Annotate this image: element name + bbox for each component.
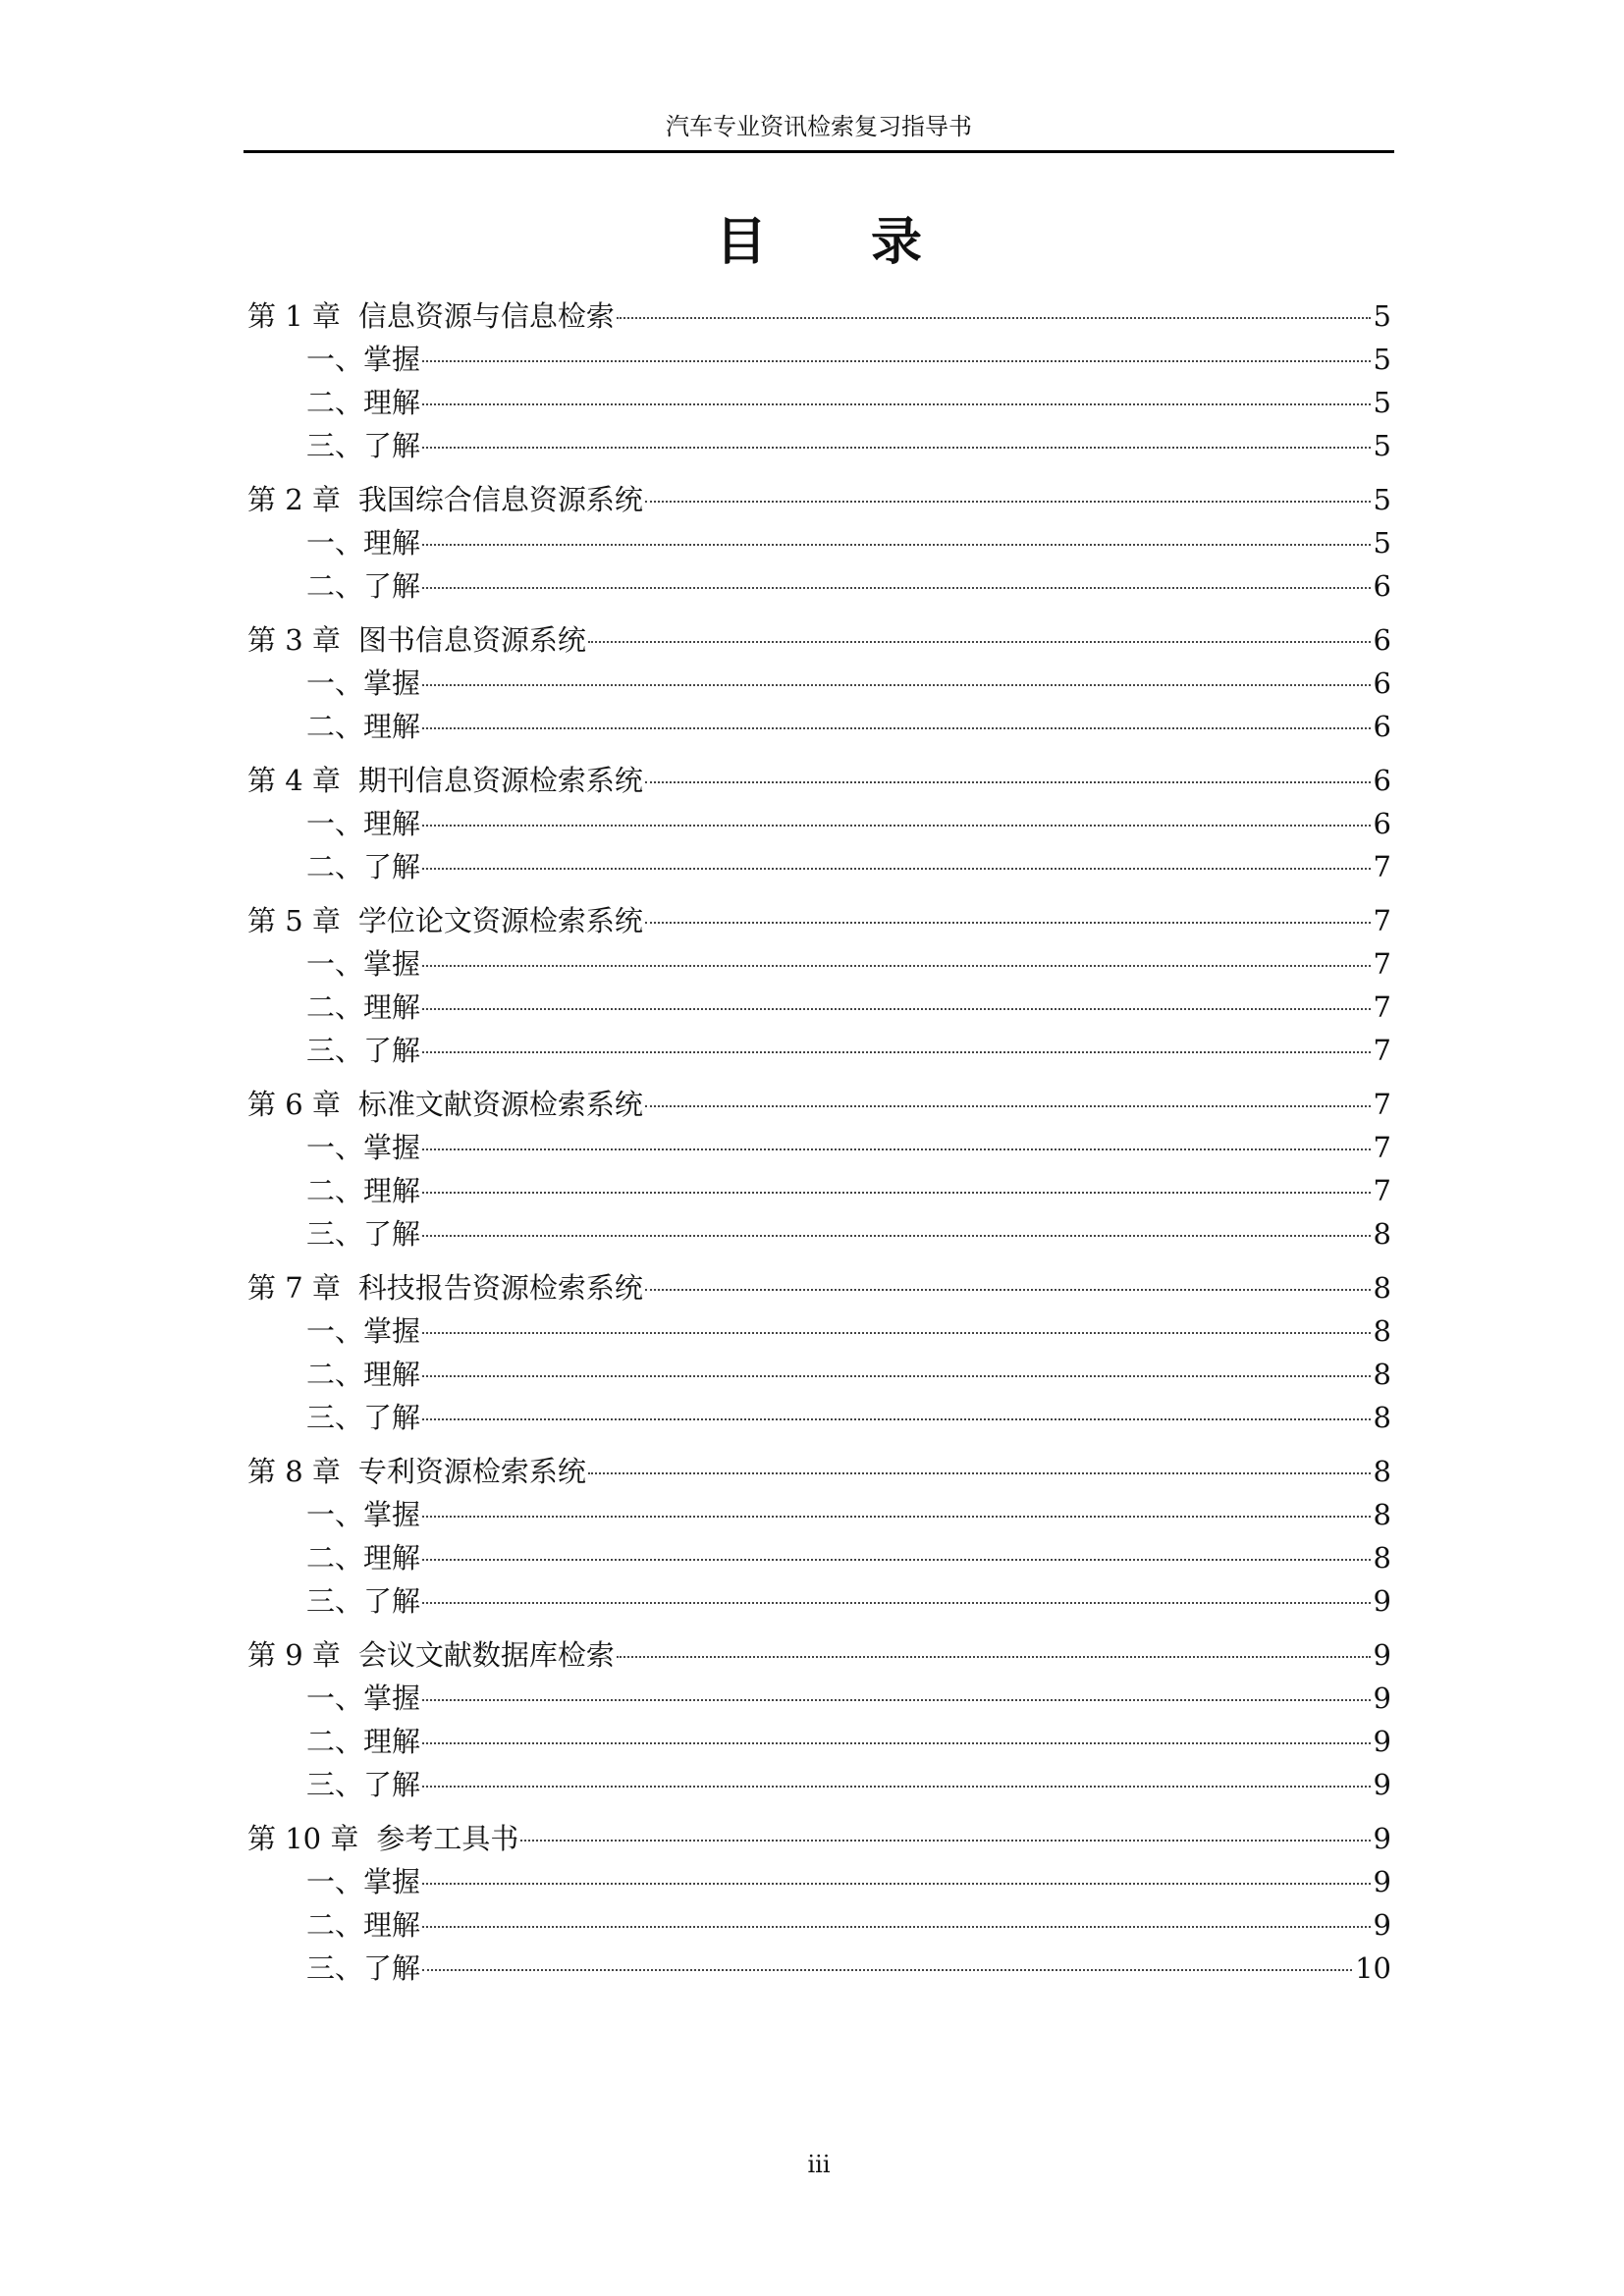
toc-chapter-entry[interactable] (247, 899, 1391, 942)
toc-entry-label (247, 1266, 643, 1309)
toc-section-entry[interactable] (247, 1396, 1391, 1439)
toc-page-number: 5 (1373, 429, 1391, 462)
toc-entry-label (306, 381, 420, 424)
toc-entry-title: 三、了解 (306, 1768, 421, 1801)
toc-entry-title: 二、理解 (306, 1725, 421, 1758)
dot-leader (422, 868, 1371, 870)
toc-page-number: 7 (1373, 1174, 1391, 1207)
toc-entry-title: 二、了解 (306, 850, 421, 883)
toc-list (247, 294, 1391, 1990)
toc-entry-title: 会议文献数据库检索 (357, 1638, 615, 1672)
toc-entry-label (247, 899, 643, 942)
dot-leader (645, 1105, 1371, 1107)
toc-entry-title: 二、理解 (306, 1908, 421, 1942)
toc-entry-title: 二、理解 (306, 1358, 421, 1391)
toc-entry-title: 我国综合信息资源系统 (357, 483, 643, 516)
toc-chapter-entry[interactable] (247, 1083, 1391, 1126)
dot-leader (645, 1289, 1371, 1291)
toc-entry-title: 一、掌握 (306, 1865, 421, 1898)
toc-chapter-entry[interactable] (247, 478, 1391, 521)
header-rule (244, 150, 1394, 153)
toc-section-entry[interactable] (247, 1860, 1391, 1903)
dot-leader (422, 1786, 1371, 1788)
toc-entry-title: 三、了解 (306, 1217, 421, 1251)
toc-page-number: 6 (1373, 667, 1391, 700)
toc-entry-title: 一、掌握 (306, 343, 421, 376)
toc-chapter-entry[interactable] (247, 759, 1391, 802)
toc-entry-label (306, 1720, 420, 1763)
toc-title-char: 录 (871, 212, 923, 272)
toc-entry-label (306, 1309, 420, 1353)
toc-entry-title: 二、了解 (306, 569, 421, 603)
toc-page-number: 7 (1373, 1034, 1391, 1067)
toc-section-entry[interactable] (247, 381, 1391, 424)
toc-entry-title: 一、掌握 (306, 667, 421, 700)
dot-leader (645, 922, 1371, 924)
toc-page-number: 8 (1373, 1401, 1391, 1434)
toc-entry-title: 三、了解 (306, 1401, 421, 1434)
toc-section-entry[interactable] (247, 1212, 1391, 1255)
toc-page-number: 5 (1373, 483, 1391, 516)
toc-entry-title: 学位论文资源检索系统 (357, 904, 643, 937)
toc-entry-title: 二、理解 (306, 710, 421, 743)
toc-entry-label (306, 1860, 420, 1903)
toc-chapter-entry[interactable] (247, 1633, 1391, 1677)
toc-page-number: 6 (1373, 623, 1391, 657)
dot-leader (645, 501, 1371, 503)
toc-page-number: 7 (1373, 850, 1391, 883)
toc-entry-label (306, 1169, 420, 1212)
toc-entry-title: 信息资源与信息检索 (357, 299, 615, 333)
toc-entry-label (306, 1126, 420, 1169)
dot-leader (617, 1656, 1371, 1658)
toc-page-number: 6 (1373, 764, 1391, 797)
toc-entry-title: 三、了解 (306, 1584, 421, 1618)
toc-entry-label (306, 1579, 420, 1623)
toc-entry-label (306, 942, 420, 986)
toc-section-entry[interactable] (247, 1353, 1391, 1396)
toc-entry-label (247, 1817, 518, 1860)
toc-entry-title: 参考工具书 (376, 1822, 519, 1855)
toc-page-number: 7 (1373, 947, 1391, 981)
toc-entry-title: 一、掌握 (306, 1498, 421, 1531)
toc-entry-label (247, 294, 615, 338)
dot-leader (422, 1148, 1371, 1150)
toc-entry-title: 二、理解 (306, 990, 421, 1024)
toc-entry-title: 一、掌握 (306, 1131, 421, 1164)
toc-page-number: 8 (1373, 1455, 1391, 1488)
dot-leader (422, 360, 1371, 362)
chapter-number: 第 2 章 (247, 483, 341, 516)
toc-section-entry[interactable] (247, 521, 1391, 564)
dot-leader (422, 1008, 1371, 1010)
chapter-number: 第 3 章 (247, 623, 341, 657)
toc-page-number: 9 (1373, 1638, 1391, 1672)
toc-entry-title: 三、了解 (306, 429, 421, 462)
toc-entry-label (306, 1353, 420, 1396)
dot-leader (422, 587, 1371, 589)
toc-page-number: 9 (1373, 1682, 1391, 1715)
toc-page-number: 8 (1373, 1314, 1391, 1348)
dot-leader (645, 781, 1371, 783)
chapter-number: 第 7 章 (247, 1271, 341, 1305)
toc-entry-title: 二、理解 (306, 1174, 421, 1207)
dot-leader (422, 1969, 1352, 1971)
toc-entry-title: 标准文献资源检索系统 (357, 1088, 643, 1121)
toc-section-entry[interactable] (247, 1126, 1391, 1169)
page-number: iii (807, 2151, 831, 2178)
chapter-number: 第 10 章 (247, 1822, 359, 1855)
toc-entry-title: 一、理解 (306, 807, 421, 840)
dot-leader (422, 1375, 1371, 1377)
dot-leader (422, 1883, 1371, 1885)
toc-entry-title: 一、理解 (306, 526, 421, 560)
toc-section-entry[interactable] (247, 338, 1391, 381)
toc-section-entry[interactable] (247, 1579, 1391, 1623)
toc-entry-label (247, 618, 586, 662)
toc-entry-title: 图书信息资源系统 (357, 623, 586, 657)
toc-page-number: 9 (1373, 1768, 1391, 1801)
toc-section-entry[interactable] (247, 1169, 1391, 1212)
dot-leader (422, 684, 1371, 686)
toc-entry-label (306, 564, 420, 608)
toc-page-number: 5 (1373, 526, 1391, 560)
dot-leader (422, 1742, 1371, 1744)
chapter-number: 第 6 章 (247, 1088, 341, 1121)
toc-page-number: 8 (1373, 1217, 1391, 1251)
toc-entry-title: 专利资源检索系统 (357, 1455, 586, 1488)
toc-entry-label (306, 845, 420, 888)
toc-page-number: 7 (1373, 1088, 1391, 1121)
toc-page-number: 8 (1373, 1498, 1391, 1531)
toc-section-entry[interactable] (247, 1947, 1391, 1990)
toc-entry-label (306, 1903, 420, 1947)
toc-page-number: 8 (1373, 1271, 1391, 1305)
toc-section-entry[interactable] (247, 845, 1391, 888)
toc-entry-label (306, 1763, 420, 1806)
dot-leader (422, 1559, 1371, 1561)
toc-entry-label (306, 1212, 420, 1255)
toc-entry-label (306, 338, 420, 381)
dot-leader (422, 1332, 1371, 1334)
toc-entry-label (247, 1450, 586, 1493)
chapter-number: 第 4 章 (247, 764, 341, 797)
toc-chapter-entry[interactable] (247, 618, 1391, 662)
toc-chapter-entry[interactable] (247, 294, 1391, 338)
toc-entry-title: 一、掌握 (306, 1314, 421, 1348)
dot-leader (422, 1192, 1371, 1194)
toc-entry-title: 一、掌握 (306, 1682, 421, 1715)
toc-entry-title: 一、掌握 (306, 947, 421, 981)
toc-page-number: 9 (1373, 1584, 1391, 1618)
toc-entry-label (306, 986, 420, 1029)
toc-page-number: 6 (1373, 569, 1391, 603)
toc-entry-title: 三、了解 (306, 1951, 421, 1985)
toc-section-entry[interactable] (247, 1029, 1391, 1072)
toc-entry-title: 三、了解 (306, 1034, 421, 1067)
dot-leader (422, 727, 1371, 729)
toc-page-number: 6 (1373, 807, 1391, 840)
dot-leader (422, 1051, 1371, 1053)
toc-entry-label (306, 802, 420, 845)
toc-section-entry[interactable] (247, 1720, 1391, 1763)
toc-entry-label (247, 1633, 615, 1677)
toc-chapter-entry[interactable] (247, 1450, 1391, 1493)
dot-leader (422, 1235, 1371, 1237)
toc-entry-label (306, 705, 420, 748)
dot-leader (422, 447, 1371, 449)
dot-leader (422, 1602, 1371, 1604)
toc-section-entry[interactable] (247, 986, 1391, 1029)
toc-chapter-entry[interactable] (247, 1817, 1391, 1860)
toc-section-entry[interactable] (247, 942, 1391, 986)
dot-leader (617, 317, 1371, 319)
toc-section-entry[interactable] (247, 1536, 1391, 1579)
chapter-number: 第 1 章 (247, 299, 341, 333)
toc-entry-label (247, 1083, 643, 1126)
toc-page-number: 9 (1373, 1725, 1391, 1758)
toc-entry-label (306, 1493, 420, 1536)
toc-entry-label (306, 662, 420, 705)
toc-section-entry[interactable] (247, 1763, 1391, 1806)
chapter-number: 第 9 章 (247, 1638, 341, 1672)
toc-page-number: 10 (1355, 1951, 1391, 1985)
dot-leader (588, 1472, 1371, 1474)
chapter-number: 第 8 章 (247, 1455, 341, 1488)
toc-section-entry[interactable] (247, 662, 1391, 705)
toc-entry-title: 二、理解 (306, 386, 421, 419)
toc-section-entry[interactable] (247, 1903, 1391, 1947)
dot-leader (422, 965, 1371, 967)
toc-page-number: 5 (1373, 343, 1391, 376)
toc-chapter-entry[interactable] (247, 1266, 1391, 1309)
dot-leader (588, 641, 1371, 643)
toc-page-number: 9 (1373, 1865, 1391, 1898)
toc-section-entry[interactable] (247, 1677, 1391, 1720)
dot-leader (422, 1418, 1371, 1420)
toc-page-number: 9 (1373, 1908, 1391, 1942)
chapter-number: 第 5 章 (247, 904, 341, 937)
toc-entry-title: 期刊信息资源检索系统 (357, 764, 643, 797)
dot-leader (422, 1516, 1371, 1518)
toc-entry-label (306, 424, 420, 467)
toc-title (244, 208, 1394, 277)
dot-leader (422, 544, 1371, 546)
toc-entry-title: 二、理解 (306, 1541, 421, 1575)
toc-title-char: 目 (715, 212, 767, 272)
dot-leader (422, 403, 1371, 405)
dot-leader (422, 1926, 1371, 1928)
toc-section-entry[interactable] (247, 802, 1391, 845)
toc-entry-label (306, 1029, 420, 1072)
toc-entry-label (306, 1677, 420, 1720)
dot-leader (422, 1699, 1371, 1701)
dot-leader (422, 825, 1371, 827)
toc-page-number: 5 (1373, 299, 1391, 333)
toc-page-number: 8 (1373, 1541, 1391, 1575)
toc-page-number: 9 (1373, 1822, 1391, 1855)
toc-page-number: 5 (1373, 386, 1391, 419)
running-header: 汽车专业资讯检索复习指导书 (666, 113, 972, 140)
toc-page-number: 6 (1373, 710, 1391, 743)
toc-entry-label (247, 478, 643, 521)
toc-section-entry[interactable] (247, 1493, 1391, 1536)
toc-entry-label (247, 759, 643, 802)
toc-section-entry[interactable] (247, 705, 1391, 748)
toc-page-number: 7 (1373, 990, 1391, 1024)
toc-entry-title: 科技报告资源检索系统 (357, 1271, 643, 1305)
toc-entry-label (306, 1536, 420, 1579)
toc-page-number: 8 (1373, 1358, 1391, 1391)
toc-section-entry[interactable] (247, 1309, 1391, 1353)
toc-entry-label (306, 1396, 420, 1439)
toc-section-entry[interactable] (247, 564, 1391, 608)
toc-page-number: 7 (1373, 904, 1391, 937)
toc-entry-label (306, 521, 420, 564)
toc-section-entry[interactable] (247, 424, 1391, 467)
dot-leader (520, 1840, 1370, 1842)
toc-page-number: 7 (1373, 1131, 1391, 1164)
toc-entry-label (306, 1947, 420, 1990)
